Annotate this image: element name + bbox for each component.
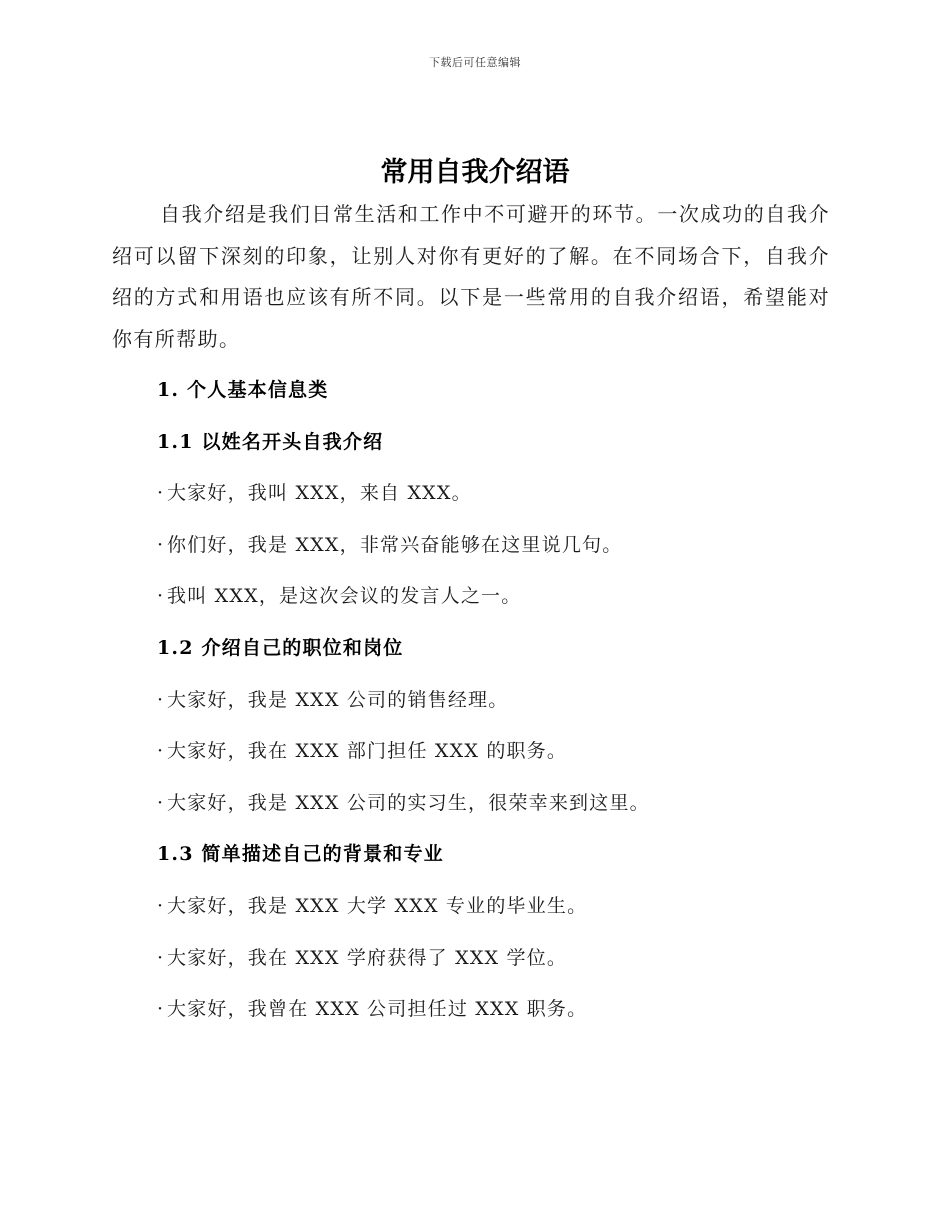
list-item [157, 575, 837, 627]
bullet-mark: · [157, 946, 165, 969]
list-item-text: 大家好，我在 XXX 部门担任 XXX 的职务。 [167, 740, 568, 763]
list-item [157, 730, 837, 782]
list-item-text: 我叫 XXX，是这次会议的发言人之一。 [167, 585, 522, 608]
list-item-text: 大家好，我是 XXX 大学 XXX 专业的毕业生。 [167, 894, 588, 917]
bullet-mark: · [157, 688, 165, 711]
list-item-text: 大家好，我曾在 XXX 公司担任过 XXX 职务。 [167, 998, 588, 1021]
intro-paragraph: 自我介绍是我们日常生活和工作中不可避开的环节。一次成功的自我介绍可以留下深刻的印象，让别人对你有更好的了解。在不同场合下，自我介绍的方式和用语也应该有所不同。以下是一些常用的自我介绍语，希望能对你有所帮助。 [112, 202, 830, 351]
list-item-text: 大家好，我是 XXX 公司的销售经理。 [167, 688, 509, 711]
bullet-mark: · [157, 998, 165, 1021]
list-item [157, 679, 837, 731]
list-item [157, 937, 837, 989]
list-item-text: 大家好，我是 XXX 公司的实习生，很荣幸来到这里。 [167, 791, 650, 814]
bullet-mark: · [157, 894, 165, 917]
list-item-text: 大家好，我在 XXX 学府获得了 XXX 学位。 [167, 946, 568, 969]
subsection-heading: 1.3 简单描述自己的背景和专业 [157, 843, 444, 866]
document-title: 常用自我介绍语 [380, 157, 570, 188]
list-item [157, 472, 837, 524]
list-item [157, 988, 837, 1040]
list-item-text: 大家好，我叫 XXX，来自 XXX。 [167, 482, 472, 505]
list-item [157, 885, 837, 937]
document-body [157, 369, 837, 1040]
bullet-mark: · [157, 482, 165, 505]
list-item-text: 你们好，我是 XXX，非常兴奋能够在这里说几句。 [167, 533, 623, 556]
section-heading: 1. 个人基本信息类 [157, 379, 329, 401]
header-note: 下载后可任意编辑 [429, 56, 521, 69]
bullet-mark: · [157, 585, 165, 608]
bullet-mark: · [157, 533, 165, 556]
bullet-mark: · [157, 740, 165, 763]
subsection-heading: 1.1 以姓名开头自我介绍 [157, 430, 384, 453]
list-item [157, 524, 837, 576]
subsection-heading: 1.2 介绍自己的职位和岗位 [157, 636, 404, 659]
bullet-mark: · [157, 791, 165, 814]
list-item [157, 782, 837, 834]
